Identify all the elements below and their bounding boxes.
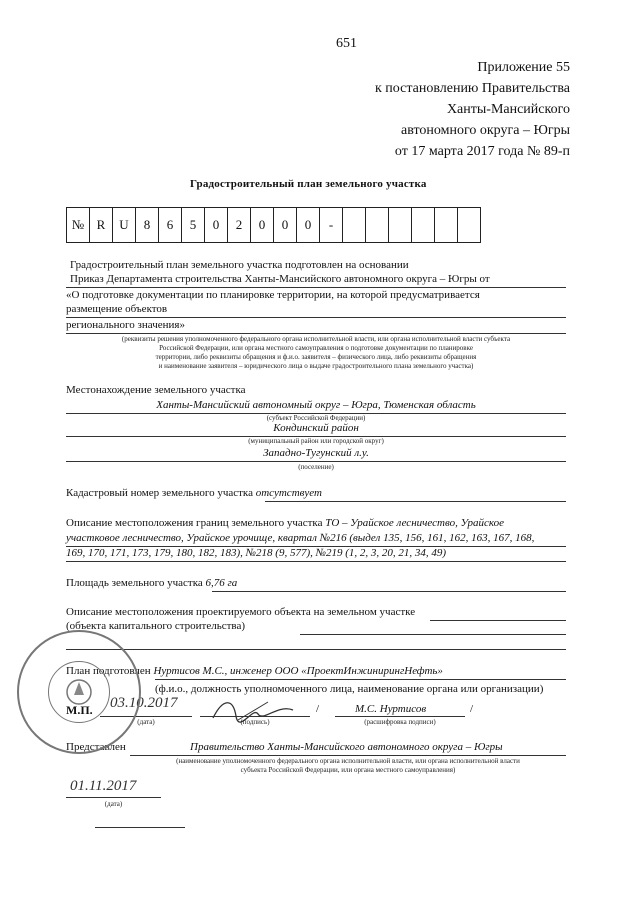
boundaries-row [66, 517, 504, 529]
underline [155, 679, 566, 680]
underline [200, 716, 310, 717]
boundaries-line-3: 169, 170, 171, 173, 179, 180, 182, 183), №218 (9, 577), №219 (1, 2, 3, 20, 21, 34, 49) [66, 547, 447, 559]
underline [430, 620, 566, 621]
plan-number-cell [389, 208, 412, 243]
plan-number-cell: U [113, 208, 136, 243]
appendix-line-2: к постановлению Правительства [374, 81, 570, 96]
appendix-line-5: от 17 марта 2017 года № 89-п [394, 144, 570, 159]
plan-number-cell: 6 [159, 208, 182, 243]
underline [66, 461, 566, 462]
basis-note-2: Российской Федерации, или органа местного самоуправления о подготовке документации по планировке [159, 344, 473, 352]
underline [95, 827, 185, 828]
plan-number-cell [435, 208, 458, 243]
basis-line-3: «О подготовке документации по планировке территории, на которой предусматривается [66, 289, 480, 301]
prepared-value: Нуртисов М.С., инженер ООО «ПроектИнжинирингНефть» [153, 665, 443, 677]
location-subject: Ханты-Мансийский автономный округ – Югра, Тюменская область [156, 399, 476, 411]
area-value: 6,76 га [205, 577, 238, 589]
presented-value: Правительство Ханты-Мансийского автономного округа – Югры [190, 741, 503, 753]
plan-number-cell: 0 [205, 208, 228, 243]
location-district: Кондинский район [273, 422, 359, 434]
seal-stamp-icon [17, 630, 141, 754]
underline [265, 501, 566, 502]
prepared-label: План подготовлен [66, 665, 151, 677]
location-district-note: (муниципальный район или городской округ) [248, 437, 384, 445]
document-title: Градостроительный план земельного участка [190, 178, 427, 190]
presented-note [130, 757, 566, 775]
prepared-date-note: (дата) [137, 718, 155, 726]
underline [66, 287, 566, 288]
underline [66, 317, 566, 318]
plan-number-cell: 2 [228, 208, 251, 243]
slash: / [470, 703, 474, 715]
plan-number-cell: № [67, 208, 90, 243]
presented-note-1: (наименование уполномоченного федерального органа исполнительной власти, или органа исполнительной власти [176, 757, 520, 765]
appendix-block [375, 57, 570, 162]
project-line-2: (объекта капитального строительства) [66, 620, 246, 632]
presented-note-2: субъекта Российской Федерации, или органа местного самоуправления) [240, 766, 456, 774]
appendix-line-1: Приложение 55 [477, 60, 570, 75]
mp-label: М.П. [66, 703, 93, 717]
basis-line-5: регионального значения» [66, 319, 185, 331]
underline [212, 591, 566, 592]
basis-line-4: размещение объектов [66, 303, 168, 315]
prepared-date-handwritten: 03.10.2017 [110, 695, 178, 711]
presented-date-handwritten: 01.11.2017 [70, 778, 137, 794]
plan-number-cell: R [90, 208, 113, 243]
project-line-1: Описание местоположения проектируемого объекта на земельном участке [66, 606, 416, 618]
plan-number-cell: 0 [274, 208, 297, 243]
plan-number-cell: 5 [182, 208, 205, 243]
decoded-note: (расшифровка подписи) [364, 718, 436, 726]
cadastral-label: Кадастровый номер земельного участка [66, 487, 253, 499]
plan-number-grid [66, 207, 481, 243]
plan-number-cell: 8 [136, 208, 159, 243]
plan-number-cell [366, 208, 389, 243]
boundaries-line-2: участковое лесничество, Урайское урочище, квартал №216 (выдел 135, 156, 161, 162, 163, 167, 168, [66, 532, 535, 544]
location-label: Местонахождение земельного участка [66, 384, 246, 396]
decoded-signature: М.С. Нуртисов [355, 703, 427, 715]
area-row [66, 577, 237, 589]
underline [335, 716, 465, 717]
boundaries-label: Описание местоположения границ земельного участка [66, 517, 323, 529]
signature-note: (подпись) [240, 718, 270, 726]
area-label: Площадь земельного участка [66, 577, 203, 589]
basis-note-1: (реквизиты решения уполномоченного федерального органа исполнительной власти, или органа исполнительной власти субъекта [121, 335, 511, 343]
appendix-line-4: автономного округа – Югры [401, 123, 570, 138]
page-number: 651 [336, 36, 357, 51]
location-subject-note: (субъект Российской Федерации) [266, 414, 366, 422]
cadastral-row [66, 487, 322, 499]
plan-number-cell: 0 [297, 208, 320, 243]
underline [66, 333, 566, 334]
seal-center-icon [48, 661, 110, 723]
basis-line-1: Градостроительный план земельного участка подготовлен на основании [70, 259, 409, 271]
presented-label: Представлен [66, 741, 126, 753]
presented-date-note: (дата) [104, 800, 123, 808]
underline [66, 797, 161, 798]
cadastral-value: отсутствует [255, 487, 322, 499]
underline [66, 649, 566, 650]
boundaries-line-1: ТО – Урайское лесничество, Урайское [325, 517, 505, 529]
underline [130, 755, 566, 756]
location-settlement-note: (поселение) [298, 463, 334, 471]
basis-note [66, 335, 566, 371]
basis-line-2: Приказ Департамента строительства Ханты-Мансийского автономного округа – Югры от [70, 273, 490, 285]
prepared-note: (ф.и.о., должность уполномоченного лица, наименование органа или организации) [155, 683, 544, 695]
plan-number-cell [412, 208, 435, 243]
location-settlement: Западно-Тугунский л.у. [263, 447, 369, 459]
basis-note-4: и наименование заявителя – юридического лица о выдаче градостроительного плана земельного участка) [158, 362, 474, 370]
plan-number-cell: - [320, 208, 343, 243]
plan-number-cell: 0 [251, 208, 274, 243]
plan-number-cell [343, 208, 366, 243]
appendix-line-3: Ханты-Мансийского [446, 102, 570, 117]
underline [300, 634, 566, 635]
plan-number-cell [458, 208, 481, 243]
underline [66, 561, 566, 562]
slash: / [316, 703, 320, 715]
basis-note-3: территории, либо реквизиты обращения и ф.и.о. заявителя – физического лица, либо реквизиты обращения [155, 353, 477, 361]
